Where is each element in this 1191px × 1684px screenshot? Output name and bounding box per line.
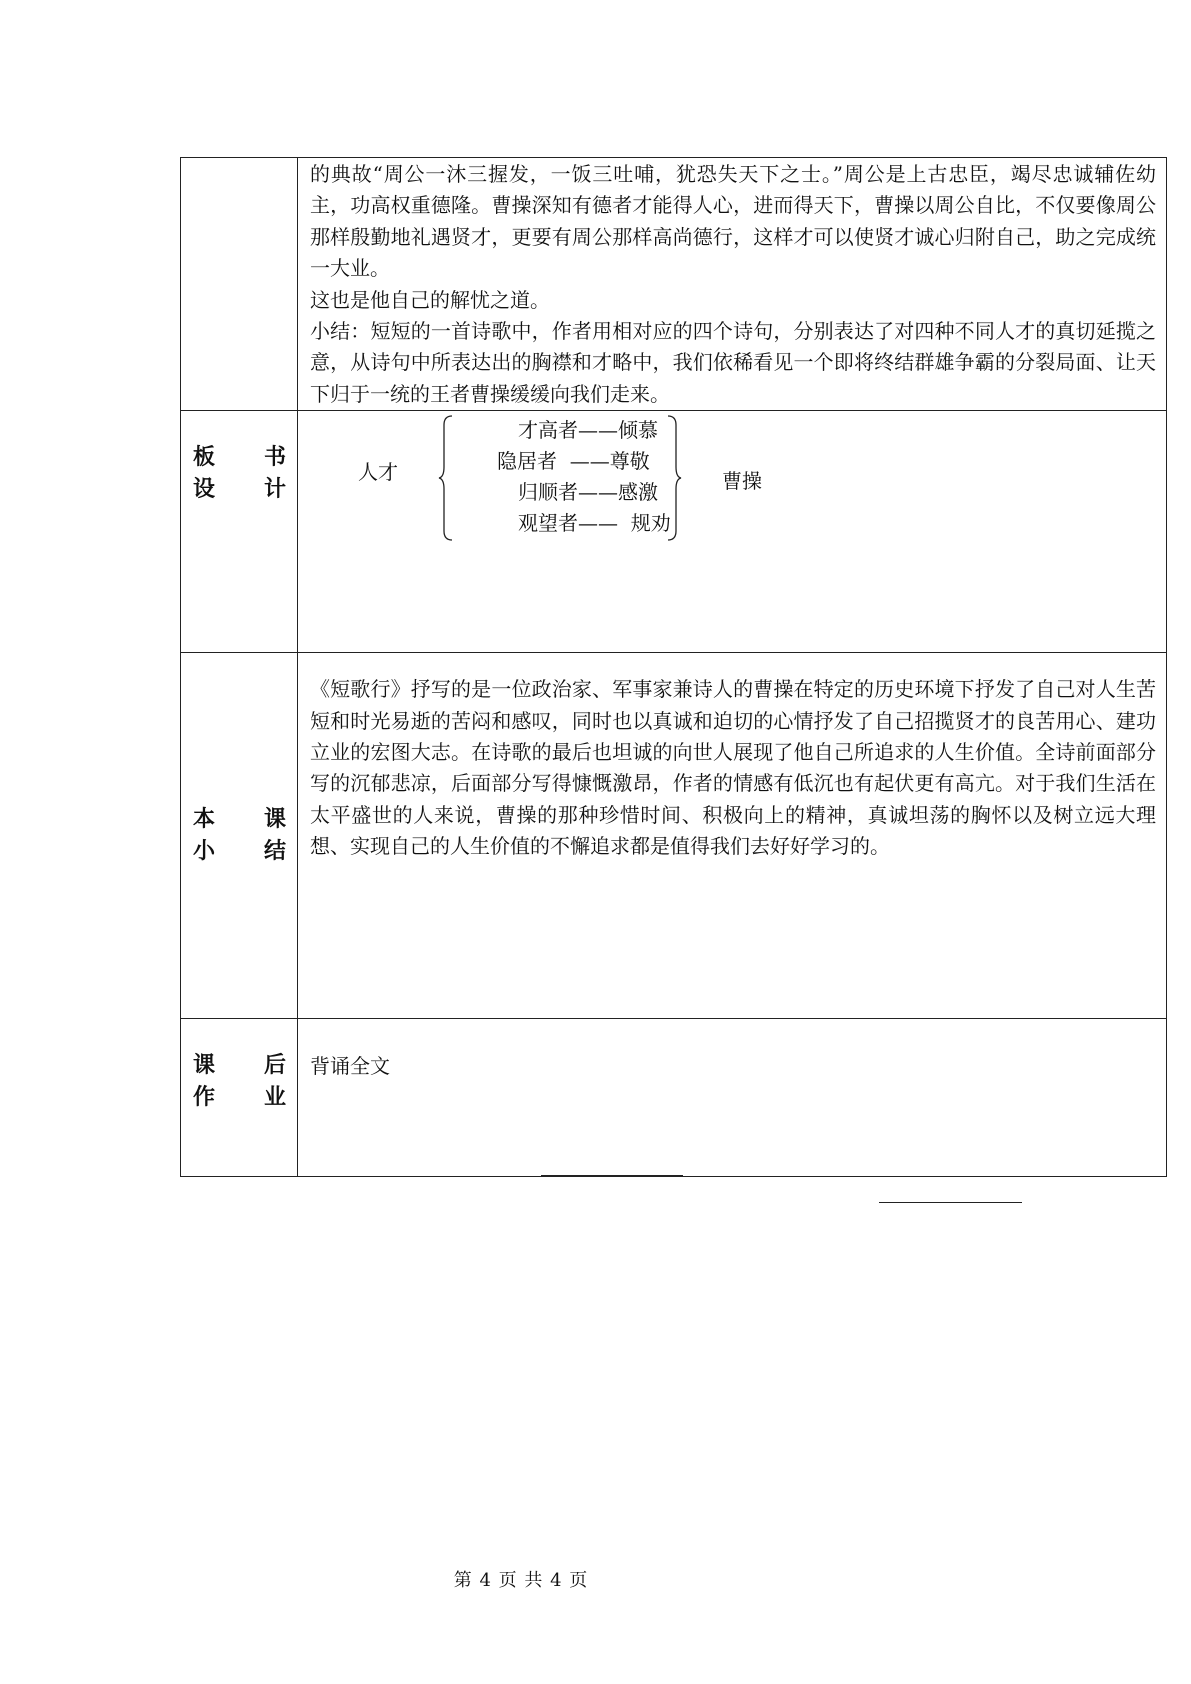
row-label-lesson-summary: 本 课 小 结 <box>193 807 286 865</box>
lesson-summary-cell <box>298 653 1167 1019</box>
homework-cell <box>298 1019 1167 1177</box>
paragraph-solution: 这也是他自己的解忧之道。 <box>310 287 550 312</box>
lesson-plan-table <box>180 157 1167 1177</box>
table-row-homework <box>181 1019 1167 1177</box>
label-cell-lesson-summary <box>181 653 298 1019</box>
right-brace-icon <box>666 415 682 541</box>
paragraph-allusion: 的典故“周公一沐三握发，一饭三吐哺，犹恐失天下之士。”周公是上古忠臣，竭尽忠诚辅佐幼主，功高权重德隆。曹操深知有德者才能得人心，进而得天下，曹操以周公自比，不仅要像周公那样殷勤地礼遇贤才，更要有周公那样高尚德行，这样才可以使贤才诚心归附自己，助之完成统一大业。 <box>310 162 1156 281</box>
homework-text: 背诵全文 <box>310 1054 390 1079</box>
table-row-continued-content <box>181 158 1167 411</box>
board-design-cell <box>298 411 1167 653</box>
board-diagram <box>298 411 1166 649</box>
table-row-lesson-summary <box>181 653 1167 1019</box>
underline-mark-2 <box>879 1202 1022 1203</box>
label-cell-board-design <box>181 411 298 653</box>
board-target-label: 曹操 <box>722 469 762 494</box>
content-cell <box>298 158 1167 411</box>
board-root-label: 人才 <box>358 460 398 485</box>
table-row-board-design <box>181 411 1167 653</box>
lesson-summary-text: 《短歌行》抒写的是一位政治家、军事家兼诗人的曹操在特定的历史环境下抒发了自己对人生苦短和时光易逝的苦闷和感叹，同时也以真诚和迫切的心情抒发了自己招揽贤才的良苦用心、建功立业的宏图大志。在诗歌的最后也坦诚的向世人展现了他自己所追求的人生价值。全诗前面部分写的沉郁悲凉，后面部分写得慷慨激昂，作者的情感有低沉也有起伏更有高亢。对于我们生活在太平盛世的人来说，曹操的那种珍惜时间、积极向上的精神，真诚坦荡的胸怀以及树立远大理想、实现自己的人生价值的不懈追求都是值得我们去好好学习的。 <box>310 677 1156 859</box>
paragraph-summary: 小结：短短的一首诗歌中，作者用相对应的四个诗句，分别表达了对四种不同人才的真切延揽之意，从诗句中所表达出的胸襟和才略中，我们依稀看见一个即将终结群雄争霸的分裂局面、让天下归于一统的王者曹操缓缓向我们走来。 <box>310 319 1156 406</box>
board-item-3: 归顺者——感激 <box>518 480 658 505</box>
board-item-1: 才高者——倾慕 <box>518 418 658 443</box>
row-label-homework: 课 后 作 业 <box>193 1053 286 1111</box>
underline-mark-1 <box>541 1175 683 1176</box>
board-item-4: 观望者—— 规劝 <box>518 511 671 536</box>
label-cell-homework <box>181 1019 298 1177</box>
row-label-board-design: 板 书 设 计 <box>193 445 286 503</box>
page-number: 第 4 页 共 4 页 <box>453 1570 589 1591</box>
board-item-2: 隐居者 ——尊敬 <box>497 449 650 474</box>
empty-label-cell <box>181 158 298 411</box>
left-brace-icon <box>438 415 454 541</box>
